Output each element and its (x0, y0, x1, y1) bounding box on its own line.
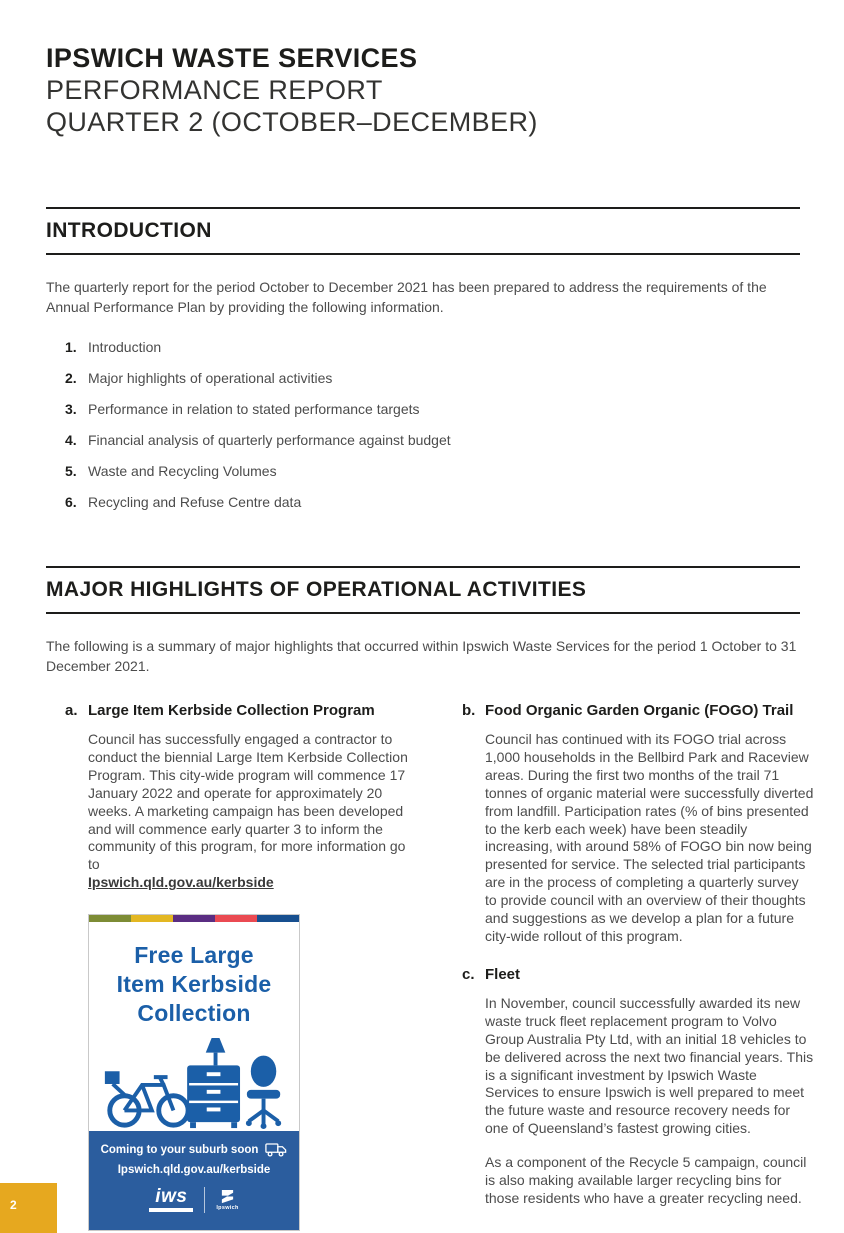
council-wordmark: Ipswich (216, 1205, 239, 1212)
section-divider (46, 253, 800, 255)
council-glyph-icon (220, 1189, 235, 1204)
introduction-heading: INTRODUCTION (46, 219, 212, 242)
flyer-color-bar (89, 915, 299, 922)
banner-url: Ipswich.qld.gov.au/kerbside (117, 1164, 271, 1177)
banner-tagline: Coming to your suburb soon (100, 1143, 259, 1156)
list-item-label: Recycling and Refuse Centre data (88, 494, 302, 510)
item-marker: b. (462, 702, 476, 719)
list-item-label: Introduction (88, 339, 162, 355)
color-bar-segment (257, 915, 299, 922)
list-item-number: 1. (65, 339, 77, 355)
highlight-c-body-2: As a component of the Recycle 5 campaign, council is also making available larger recycling bins for those residents who have a greater recycling need. (485, 1154, 807, 1206)
color-bar-segment (215, 915, 257, 922)
lamp-icon (206, 1038, 226, 1065)
list-item (65, 461, 814, 481)
flyer-title (89, 941, 299, 1028)
section-divider (46, 612, 800, 614)
highlights-heading: MAJOR HIGHLIGHTS OF OPERATIONAL ACTIVITIES (46, 578, 587, 601)
introduction-list (65, 337, 814, 512)
column-left (65, 702, 421, 1231)
list-item-number: 4. (65, 432, 77, 448)
report-title-line1: IPSWICH WASTE SERVICES (46, 43, 418, 73)
page-number: 2 (10, 1198, 17, 1212)
ipswich-council-logo (216, 1189, 238, 1211)
bicycle-icon (105, 1071, 188, 1125)
flyer-title-line: Free Large (134, 942, 254, 969)
list-item (65, 430, 814, 450)
list-item (65, 399, 814, 419)
truck-icon (265, 1142, 287, 1157)
list-item (65, 492, 814, 512)
iws-logo-bar (149, 1208, 193, 1212)
page-number-tab (0, 1183, 57, 1233)
highlight-c-heading (462, 966, 814, 983)
iws-wordmark: iws (155, 1186, 188, 1208)
list-item-number: 3. (65, 401, 77, 417)
flyer-title-line: Item Kerbside (116, 971, 272, 998)
flyer-illustration (99, 1036, 289, 1131)
list-item-number: 6. (65, 494, 77, 510)
highlights-columns (65, 702, 814, 1231)
color-bar-segment (173, 915, 215, 922)
list-item-number: 5. (65, 463, 77, 479)
kerbside-link[interactable]: Ipswich.qld.gov.au/kerbside (88, 874, 274, 891)
list-item (65, 337, 814, 357)
highlight-c-body-1: In November, council successfully awarded its new waste truck fleet replacement program to Volvo Group Australia Pty Ltd, with an initial 18 vehicles to be delivered across the next two financial years. This is a significant investment by Ipswich Waste Services to ensure Ipswich is well prepared to meet the future waste and resource recovery needs for one of Queensland’s fastest growing cities. (485, 994, 814, 1137)
flyer-banner-text (89, 1142, 299, 1157)
list-item-label: Financial analysis of quarterly performance against budget (88, 432, 451, 448)
list-item-number: 2. (65, 370, 77, 386)
highlights-summary: The following is a summary of major highlights that occurred within Ipswich Waste Services for the period 1 October to 31 December 2021. (46, 638, 797, 674)
highlight-a-heading (65, 702, 421, 719)
color-bar-segment (89, 915, 131, 922)
office-chair-icon (246, 1056, 281, 1129)
logo-divider (204, 1187, 205, 1213)
list-item-label: Major highlights of operational activities (88, 370, 333, 386)
item-title: Fleet (485, 965, 521, 983)
document-title-block (46, 42, 814, 138)
report-title-line3: QUARTER 2 (OCTOBER–DECEMBER) (46, 107, 538, 137)
highlights-section-head (46, 566, 800, 614)
dresser-icon (187, 1065, 240, 1128)
introduction-section-head (46, 207, 800, 255)
list-item (65, 368, 814, 388)
flyer-logos (89, 1187, 299, 1213)
flyer-banner (89, 1131, 299, 1230)
highlight-a-text: Council has successfully engaged a contractor to conduct the biennial Large Item Kerbside Collection Program. This city-wide program will commence 17 January 2022 and operate for approximately 20 weeks. A marketing campaign has been developed and will commence early quarter 3 to inform the community of this program, for more information go to (88, 731, 408, 873)
column-right (462, 702, 814, 1231)
highlight-b-heading (462, 702, 814, 719)
highlight-b-body: Council has continued with its FOGO trial across 1,000 households in the Bellbird Park and Raceview areas. During the first two months of the trail 71 tonnes of organic material were successfully diverted from landfill. Participation rates (% of bins presented to the kerb each week) have been steadily increasing, with around 58% of FOGO bin now being presented for service. The selected trial participants are in the process of completing a quarterly survey to provide council with an overview of their thoughts and suggestions as we develop a plan for a future city-wide rollout of this program. (485, 731, 814, 944)
item-marker: c. (462, 965, 475, 983)
kerbside-flyer (88, 914, 300, 1231)
iws-logo (149, 1188, 193, 1212)
item-marker: a. (65, 702, 78, 719)
list-item-label: Waste and Recycling Volumes (88, 463, 277, 479)
highlight-item-c (462, 966, 814, 1208)
flyer-title-line: Collection (137, 1000, 251, 1027)
color-bar-segment (131, 915, 173, 922)
highlight-item-a (65, 702, 421, 892)
report-title-line2: PERFORMANCE REPORT (46, 75, 383, 105)
introduction-paragraph: The quarterly report for the period October to December 2021 has been prepared to address the requirements of the Annual Performance Plan by providing the following information. (46, 279, 767, 315)
item-title: Food Organic Garden Organic (FOGO) Trail (485, 702, 794, 719)
highlight-a-body (88, 731, 421, 892)
item-title: Large Item Kerbside Collection Program (88, 702, 375, 719)
highlight-item-b (462, 702, 814, 946)
list-item-label: Performance in relation to stated performance targets (88, 401, 420, 417)
